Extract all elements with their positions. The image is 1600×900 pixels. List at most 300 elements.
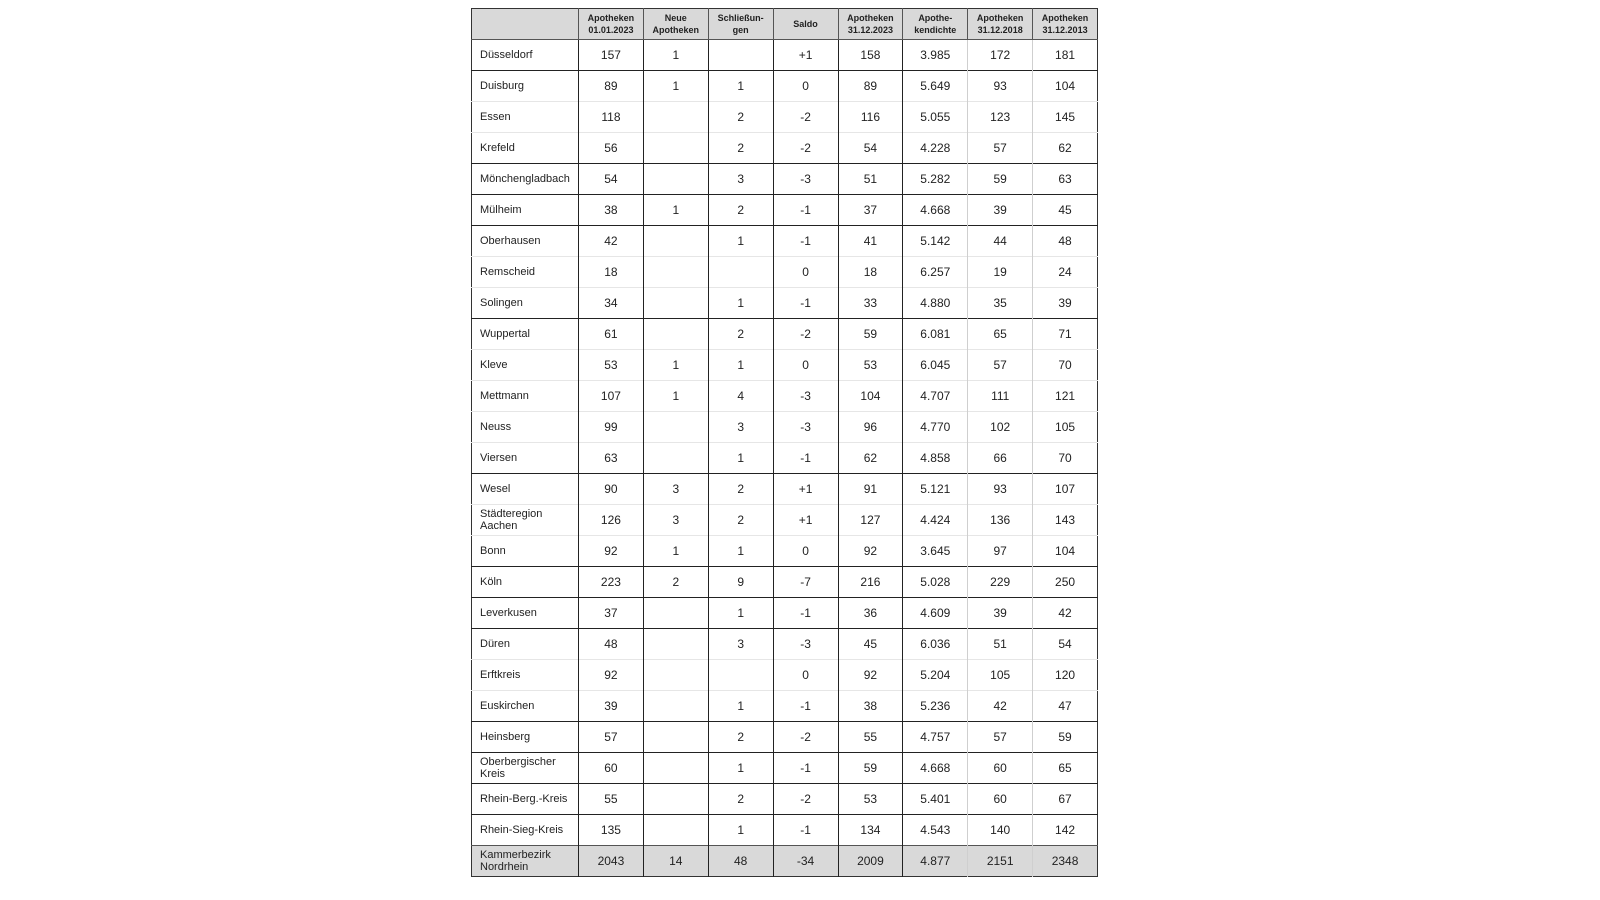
cell-apotheken-2018: 172 [968,40,1033,71]
cell-apotheken-2023-start: 92 [579,660,644,691]
cell-apotheken-2023-start: 92 [579,536,644,567]
cell-apotheken-2013: 107 [1033,474,1098,505]
cell-schliessungen: 1 [708,753,773,784]
cell-apotheken-2013: 24 [1033,257,1098,288]
header-saldo [773,9,838,40]
region-name [472,722,579,753]
header-line: Apotheken [652,25,700,35]
cell-apotheken-2023-start: 18 [579,257,644,288]
region-name [472,319,579,350]
cell-apotheken-2023-start: 90 [579,474,644,505]
region-name-line: Köln [480,576,503,588]
cell-apotheken-2018: 229 [968,567,1033,598]
header-line: kendichte [914,25,957,35]
cell-schliessungen: 2 [708,133,773,164]
cell-apotheken-2018: 60 [968,784,1033,815]
table-row [472,536,1098,567]
region-name-line: Leverkusen [480,607,537,619]
region-name [472,412,579,443]
cell-neue-apotheken [643,815,708,846]
cell-apotheken-2013: 45 [1033,195,1098,226]
cell-apotheken-2018: 57 [968,722,1033,753]
cell-saldo: 0 [773,660,838,691]
cell-schliessungen: 2 [708,319,773,350]
cell-neue-apotheken [643,288,708,319]
table-row [472,629,1098,660]
cell-apothekendichte: 3.645 [903,536,968,567]
cell-neue-apotheken: 1 [643,536,708,567]
region-name-line: Rhein-Berg.-Kreis [480,793,568,805]
cell-apothekendichte: 6.045 [903,350,968,381]
cell-apothekendichte: 5.236 [903,691,968,722]
cell-apotheken-2023-start: 42 [579,226,644,257]
table-row [472,381,1098,412]
header-apothekendichte [903,9,968,40]
header-line: Apotheken [1041,13,1089,23]
cell-schliessungen: 1 [708,350,773,381]
cell-apotheken-2023-start: 118 [579,102,644,133]
cell-apotheken-2013: 104 [1033,71,1098,102]
total-row [472,846,1098,877]
region-name-line: Aachen [480,520,518,532]
cell-apotheken-2018: 59 [968,164,1033,195]
cell-schliessungen: 1 [708,288,773,319]
cell-apotheken-2023-start: 54 [579,164,644,195]
cell-apotheken-2023-end: 51 [838,164,903,195]
cell-apothekendichte: 4.880 [903,288,968,319]
cell-saldo: -3 [773,412,838,443]
cell-apotheken-2013: 65 [1033,753,1098,784]
header-apotheken-2013 [1033,9,1098,40]
cell-saldo: -2 [773,133,838,164]
cell-neue-apotheken [643,784,708,815]
region-name-line: Duisburg [480,80,525,92]
header-line: Saldo [793,19,818,29]
cell-apotheken-2018: 60 [968,753,1033,784]
cell-apotheken-2018: 65 [968,319,1033,350]
cell-saldo: -2 [773,319,838,350]
cell-saldo: -3 [773,164,838,195]
cell-saldo: +1 [773,505,838,536]
region-name-line: Viersen [480,452,518,464]
header-neue-apotheken [643,9,708,40]
cell-apothekendichte: 4.543 [903,815,968,846]
header-line: 31.12.2023 [847,25,893,35]
cell-saldo: -1 [773,691,838,722]
table-row [472,753,1098,784]
cell-apotheken-2013: 105 [1033,412,1098,443]
table-row [472,102,1098,133]
cell-saldo: -2 [773,784,838,815]
cell-saldo: -1 [773,815,838,846]
region-name-line: Mettmann [480,390,529,402]
cell-apotheken-2013: 181 [1033,40,1098,71]
cell-neue-apotheken: 1 [643,381,708,412]
cell-apotheken-2023-end: 92 [838,660,903,691]
cell-saldo: -2 [773,102,838,133]
cell-apotheken-2023-end: 54 [838,133,903,164]
cell-apotheken-2023-end: 216 [838,567,903,598]
header-line: Apotheken [847,13,894,23]
cell-neue-apotheken [643,443,708,474]
cell-apotheken-2013: 62 [1033,133,1098,164]
cell-apotheken-2018: 57 [968,133,1033,164]
cell-apothekendichte: 4.877 [903,846,968,877]
cell-neue-apotheken: 1 [643,195,708,226]
cell-apotheken-2023-end: 18 [838,257,903,288]
table-row [472,133,1098,164]
cell-apotheken-2013: 120 [1033,660,1098,691]
cell-apothekendichte: 3.985 [903,40,968,71]
cell-apotheken-2013: 70 [1033,350,1098,381]
cell-apotheken-2018: 44 [968,226,1033,257]
region-name-line: Krefeld [480,142,515,154]
cell-apotheken-2013: 143 [1033,505,1098,536]
header-apotheken-2023-start [579,9,644,40]
cell-schliessungen: 1 [708,443,773,474]
region-name-line: Mönchengladbach [480,173,570,185]
region-name-line: Düsseldorf [480,49,533,61]
cell-apotheken-2013: 121 [1033,381,1098,412]
cell-apotheken-2023-end: 59 [838,753,903,784]
cell-apotheken-2013: 42 [1033,598,1098,629]
cell-apotheken-2013: 67 [1033,784,1098,815]
cell-apotheken-2023-start: 60 [579,753,644,784]
region-name [472,784,579,815]
cell-apotheken-2023-end: 62 [838,443,903,474]
cell-apotheken-2018: 105 [968,660,1033,691]
cell-apotheken-2023-end: 89 [838,71,903,102]
table-body [472,40,1098,877]
cell-neue-apotheken: 3 [643,474,708,505]
cell-neue-apotheken [643,722,708,753]
cell-schliessungen: 1 [708,226,773,257]
table-row [472,815,1098,846]
cell-schliessungen: 2 [708,102,773,133]
region-name-line: Remscheid [480,266,536,278]
table-row [472,567,1098,598]
region-name [472,815,579,846]
cell-apothekendichte: 6.036 [903,629,968,660]
cell-apotheken-2013: 70 [1033,443,1098,474]
cell-apotheken-2023-end: 96 [838,412,903,443]
cell-apothekendichte: 5.401 [903,784,968,815]
cell-apothekendichte: 5.028 [903,567,968,598]
cell-saldo: -3 [773,629,838,660]
cell-apothekendichte: 6.081 [903,319,968,350]
cell-schliessungen: 2 [708,474,773,505]
region-name [472,567,579,598]
table-row [472,319,1098,350]
cell-apotheken-2018: 123 [968,102,1033,133]
cell-schliessungen [708,40,773,71]
cell-apotheken-2023-end: 104 [838,381,903,412]
cell-schliessungen [708,660,773,691]
cell-schliessungen: 2 [708,722,773,753]
cell-schliessungen: 2 [708,784,773,815]
table-row [472,350,1098,381]
region-name [472,598,579,629]
cell-apothekendichte: 5.142 [903,226,968,257]
header-apotheken-2023-end [838,9,903,40]
cell-neue-apotheken [643,226,708,257]
cell-neue-apotheken [643,660,708,691]
cell-neue-apotheken: 1 [643,40,708,71]
cell-apotheken-2018: 39 [968,195,1033,226]
region-name [472,536,579,567]
header-apotheken-2018 [968,9,1033,40]
cell-apotheken-2013: 142 [1033,815,1098,846]
cell-schliessungen: 3 [708,164,773,195]
cell-schliessungen: 1 [708,598,773,629]
cell-neue-apotheken [643,598,708,629]
region-name [472,40,579,71]
cell-saldo: -1 [773,598,838,629]
cell-saldo: +1 [773,474,838,505]
table-row [472,474,1098,505]
region-name-line: Euskirchen [480,700,535,712]
cell-apotheken-2013: 71 [1033,319,1098,350]
table-row [472,226,1098,257]
cell-apotheken-2023-start: 34 [579,288,644,319]
cell-apotheken-2023-end: 134 [838,815,903,846]
cell-apotheken-2018: 140 [968,815,1033,846]
cell-apotheken-2023-start: 223 [579,567,644,598]
region-name [472,102,579,133]
cell-apotheken-2013: 39 [1033,288,1098,319]
cell-apothekendichte: 4.707 [903,381,968,412]
cell-apotheken-2018: 39 [968,598,1033,629]
region-name-line: Kammerbezirk [480,849,551,861]
header-line: Apotheken [976,13,1024,23]
region-name [472,71,579,102]
cell-apothekendichte: 4.757 [903,722,968,753]
cell-apotheken-2023-end: 92 [838,536,903,567]
cell-apotheken-2023-end: 36 [838,598,903,629]
cell-apothekendichte: 4.858 [903,443,968,474]
cell-apothekendichte: 5.649 [903,71,968,102]
region-name-line: Kreis [480,768,506,780]
cell-apothekendichte: 5.282 [903,164,968,195]
region-name [472,753,579,784]
region-name-line: Wuppertal [480,328,530,340]
cell-apothekendichte: 4.228 [903,133,968,164]
cell-apotheken-2023-start: 61 [579,319,644,350]
header-line: 31.12.2018 [977,25,1023,35]
cell-neue-apotheken [643,164,708,195]
cell-apotheken-2023-start: 39 [579,691,644,722]
cell-apotheken-2023-end: 38 [838,691,903,722]
header-line: Schließun- [717,13,764,23]
cell-apotheken-2018: 57 [968,350,1033,381]
cell-apotheken-2023-end: 53 [838,350,903,381]
cell-saldo: -2 [773,722,838,753]
cell-schliessungen: 1 [708,71,773,102]
cell-schliessungen: 9 [708,567,773,598]
region-name [472,288,579,319]
table-row [472,660,1098,691]
header-row [472,9,1098,40]
cell-neue-apotheken: 3 [643,505,708,536]
cell-apotheken-2018: 93 [968,71,1033,102]
cell-apotheken-2023-start: 55 [579,784,644,815]
header-corner [472,9,579,40]
region-name-line: Heinsberg [480,731,531,743]
cell-apotheken-2023-start: 126 [579,505,644,536]
header-line: Neue [664,13,687,23]
table-row [472,598,1098,629]
cell-apotheken-2018: 2151 [968,846,1033,877]
cell-neue-apotheken [643,691,708,722]
cell-apotheken-2023-start: 2043 [579,846,644,877]
region-name-line: Rhein-Sieg-Kreis [480,824,564,836]
cell-apotheken-2023-start: 157 [579,40,644,71]
cell-apotheken-2023-start: 135 [579,815,644,846]
cell-saldo: 0 [773,71,838,102]
region-name-line: Kleve [480,359,508,371]
cell-saldo: -7 [773,567,838,598]
cell-neue-apotheken [643,412,708,443]
cell-apotheken-2023-end: 53 [838,784,903,815]
table-row [472,784,1098,815]
cell-schliessungen: 1 [708,815,773,846]
cell-apotheken-2023-end: 91 [838,474,903,505]
table-row [472,257,1098,288]
cell-apotheken-2013: 54 [1033,629,1098,660]
cell-saldo: -1 [773,226,838,257]
region-name-line: Düren [480,638,510,650]
region-name-line: Wesel [480,483,511,495]
table-row [472,505,1098,536]
cell-apotheken-2013: 48 [1033,226,1098,257]
cell-neue-apotheken [643,133,708,164]
cell-apotheken-2023-start: 63 [579,443,644,474]
cell-apotheken-2018: 136 [968,505,1033,536]
region-name [472,474,579,505]
cell-schliessungen: 3 [708,412,773,443]
region-name-line: Oberhausen [480,235,541,247]
cell-apotheken-2013: 145 [1033,102,1098,133]
cell-neue-apotheken [643,629,708,660]
region-name-line: Nordrhein [480,861,529,873]
cell-apotheken-2013: 2348 [1033,846,1098,877]
cell-schliessungen: 1 [708,536,773,567]
cell-apotheken-2018: 42 [968,691,1033,722]
cell-apotheken-2018: 66 [968,443,1033,474]
cell-apotheken-2013: 63 [1033,164,1098,195]
region-name [472,195,579,226]
cell-apotheken-2023-start: 89 [579,71,644,102]
region-name [472,629,579,660]
region-name-line: Erftkreis [480,669,521,681]
region-name-line: Oberbergischer [480,756,556,768]
cell-saldo: 0 [773,350,838,381]
header-line: 31.12.2013 [1042,25,1088,35]
cell-apotheken-2023-end: 41 [838,226,903,257]
cell-apothekendichte: 4.609 [903,598,968,629]
cell-neue-apotheken: 1 [643,71,708,102]
cell-saldo: -1 [773,443,838,474]
cell-saldo: -1 [773,195,838,226]
cell-schliessungen: 3 [708,629,773,660]
table-row [472,195,1098,226]
cell-apotheken-2023-end: 59 [838,319,903,350]
table-row [472,71,1098,102]
region-name-line: Essen [480,111,511,123]
pharmacy-statistics-table [471,8,1098,877]
cell-apothekendichte: 5.204 [903,660,968,691]
cell-saldo: -3 [773,381,838,412]
region-name [472,164,579,195]
cell-schliessungen: 2 [708,505,773,536]
region-name-line: Städteregion [480,508,543,520]
cell-apotheken-2013: 59 [1033,722,1098,753]
region-name [472,505,579,536]
cell-apotheken-2023-start: 57 [579,722,644,753]
cell-neue-apotheken [643,319,708,350]
cell-saldo: +1 [773,40,838,71]
cell-schliessungen: 4 [708,381,773,412]
cell-apothekendichte: 6.257 [903,257,968,288]
cell-schliessungen [708,257,773,288]
region-name [472,257,579,288]
region-name [472,381,579,412]
cell-apotheken-2018: 102 [968,412,1033,443]
region-name-line: Solingen [480,297,523,309]
table-row [472,691,1098,722]
table-row [472,288,1098,319]
table-row [472,40,1098,71]
cell-apotheken-2023-end: 55 [838,722,903,753]
region-name-line: Bonn [480,545,506,557]
cell-apotheken-2018: 19 [968,257,1033,288]
cell-saldo: 0 [773,536,838,567]
cell-apotheken-2023-end: 158 [838,40,903,71]
cell-neue-apotheken [643,102,708,133]
cell-apotheken-2018: 51 [968,629,1033,660]
cell-apotheken-2023-start: 38 [579,195,644,226]
header-line: 01.01.2023 [588,25,634,35]
cell-apotheken-2023-start: 56 [579,133,644,164]
cell-apotheken-2023-start: 53 [579,350,644,381]
table-row [472,164,1098,195]
cell-apotheken-2023-start: 99 [579,412,644,443]
region-name [472,443,579,474]
header-line: gen [732,25,749,35]
region-name [472,691,579,722]
region-name [472,660,579,691]
cell-apothekendichte: 5.055 [903,102,968,133]
cell-saldo: -1 [773,288,838,319]
cell-apothekendichte: 4.424 [903,505,968,536]
cell-apotheken-2023-end: 45 [838,629,903,660]
table-row [472,722,1098,753]
cell-apothekendichte: 5.121 [903,474,968,505]
cell-saldo: 0 [773,257,838,288]
cell-apotheken-2023-start: 107 [579,381,644,412]
cell-apotheken-2013: 104 [1033,536,1098,567]
region-name-line: Mülheim [480,204,522,216]
header-line: Apotheken [587,13,635,23]
cell-apothekendichte: 4.770 [903,412,968,443]
cell-schliessungen: 1 [708,691,773,722]
cell-neue-apotheken [643,753,708,784]
region-name [472,846,579,877]
cell-saldo: -1 [773,753,838,784]
cell-apotheken-2018: 97 [968,536,1033,567]
cell-apotheken-2023-start: 37 [579,598,644,629]
cell-apothekendichte: 4.668 [903,753,968,784]
